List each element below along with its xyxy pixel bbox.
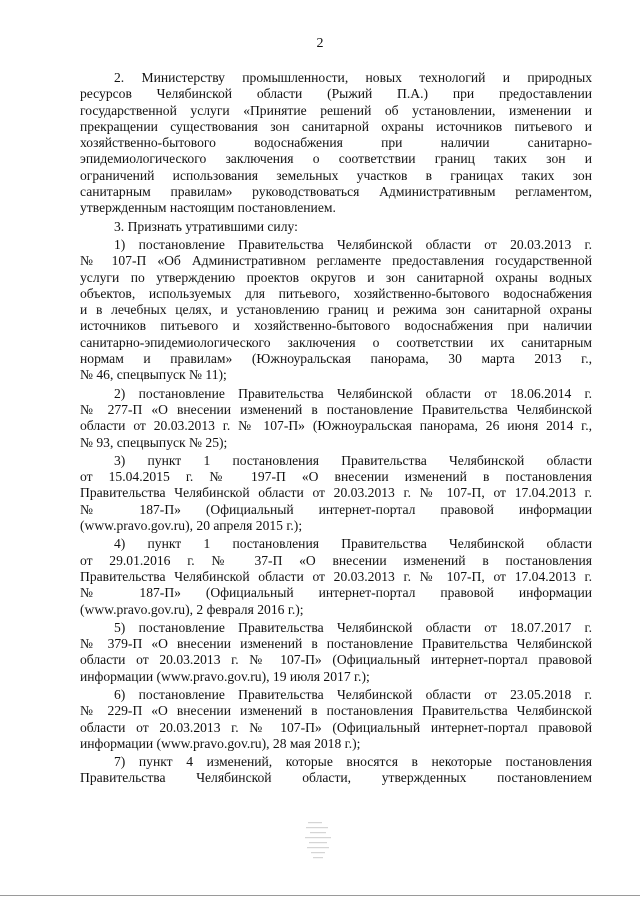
- paragraph-p-item-2: [80, 70, 592, 217]
- text-line: услуги по утверждению проектов округов и зон санитарной охраны водных: [80, 269, 592, 285]
- text-line: ресурсов Челябинской области (Рыжий П.А.) при предоставлении: [80, 86, 592, 102]
- text-line: хозяйственно-бытового водоснабжения при наличии санитарно-: [80, 135, 592, 151]
- text-line: (www.pravo.gov.ru), 20 апреля 2015 г.);: [80, 518, 303, 534]
- text-line: 5) постановление Правительства Челябинской области от 18.07.2017 г.: [114, 619, 592, 635]
- document-body: [80, 70, 592, 787]
- text-line: 2. Министерству промышленности, новых технологий и природных: [114, 70, 592, 85]
- text-line: прекращении существования зон санитарной охраны источников питьевого и: [80, 118, 592, 134]
- paragraph-p-item-3: [80, 219, 592, 235]
- text-line: информации (www.pravo.gov.ru), 19 июля 2017 г.);: [80, 668, 370, 684]
- text-line: 6) постановление Правительства Челябинской области от 23.05.2018 г.: [114, 686, 592, 702]
- page-bottom-edge: [0, 895, 640, 896]
- text-line: 4) пункт 1 постановления Правительства Челябинской области: [114, 536, 592, 552]
- text-line: нормам и правилам» (Южноуральская панорама, 30 марта 2013 г.,: [80, 351, 592, 367]
- paragraph-p-sub-7: [80, 754, 592, 787]
- text-line: № 277-П «О внесении изменений в постановление Правительства Челябинской: [80, 401, 592, 417]
- text-line: государственной услуги «Принятие решений об установлении, изменении и: [80, 102, 592, 118]
- paragraph-p-sub-1: [80, 237, 592, 384]
- text-line: 2) постановление Правительства Челябинской области от 18.06.2014 г.: [114, 385, 592, 401]
- text-line: 1) постановление Правительства Челябинской области от 20.03.2013 г.: [114, 236, 592, 252]
- text-line: эпидемиологического заключения о соответствии границ таких зон и: [80, 151, 592, 167]
- text-line: и в лечебных целях, и установлению границ и режима зон санитарной охраны: [80, 302, 592, 318]
- faint-stamp-mark: [302, 820, 336, 860]
- text-line: информации (www.pravo.gov.ru), 28 мая 2018 г.);: [80, 735, 361, 751]
- text-line: ограничений использования земельных участков в границах таких зон: [80, 167, 592, 183]
- text-line: № 229-П «О внесении изменений в постановления Правительства Челябинской: [80, 703, 592, 719]
- paragraph-p-sub-4: [80, 536, 592, 617]
- text-line: санитарным правилам» руководствоваться Административным регламентом,: [80, 184, 592, 200]
- text-line: № 187-П» (Официальный интернет-портал правовой информации: [80, 501, 592, 517]
- text-line: санитарно-эпидемиологического заключения о соответствии их санитарным: [80, 334, 592, 350]
- text-line: 7) пункт 4 изменений, которые вносятся в некоторые постановления: [114, 754, 592, 770]
- text-line: 3) пункт 1 постановления Правительства Челябинской области: [114, 452, 592, 468]
- text-line: Правительства Челябинской области, утвержденных постановлением: [80, 770, 592, 786]
- paragraph-p-sub-5: [80, 620, 592, 685]
- text-line: № 187-П» (Официальный интернет-портал правовой информации: [80, 585, 592, 601]
- text-line: Правительства Челябинской области от 20.03.2013 г. № 107-П, от 17.04.2013 г.: [80, 568, 592, 584]
- text-line: от 29.01.2016 г. № 37-П «О внесении изменений в постановления: [80, 552, 592, 568]
- text-line: утвержденным настоящим постановлением.: [80, 200, 336, 216]
- text-line: (www.pravo.gov.ru), 2 февраля 2016 г.);: [80, 601, 304, 617]
- text-line: № 46, спецвыпуск № 11);: [80, 367, 227, 383]
- paragraph-p-sub-2: [80, 386, 592, 451]
- text-line: Правительства Челябинской области от 20.03.2013 г. № 107-П, от 17.04.2013 г.: [80, 485, 592, 501]
- text-line: объектов, используемых для питьевого, хозяйственно-бытового водоснабжения: [80, 285, 592, 301]
- paragraph-p-sub-6: [80, 687, 592, 752]
- text-line: области от 20.03.2013 г. № 107-П» (Официальный интернет-портал правовой: [80, 719, 592, 735]
- text-line: № 107-П «Об Административном регламенте предоставления государственной: [80, 253, 592, 269]
- page-number: 2: [316, 36, 324, 51]
- text-line: области от 20.03.2013 г. № 107-П» (Южноуральская панорама, 26 июня 2014 г.,: [80, 418, 592, 434]
- text-line: области от 20.03.2013 г. № 107-П» (Официальный интернет-портал правовой: [80, 652, 592, 668]
- paragraph-p-sub-3: [80, 453, 592, 534]
- text-line: источников питьевого и хозяйственно-бытового водоснабжения при наличии: [80, 318, 592, 334]
- text-line: от 15.04.2015 г. № 197-П «О внесении изменений в постановления: [80, 469, 592, 485]
- text-line: № 93, спецвыпуск № 25);: [80, 434, 228, 450]
- text-line: № 379-П «О внесении изменений в постановление Правительства Челябинской: [80, 636, 592, 652]
- text-line: 3. Признать утратившими силу:: [114, 218, 298, 234]
